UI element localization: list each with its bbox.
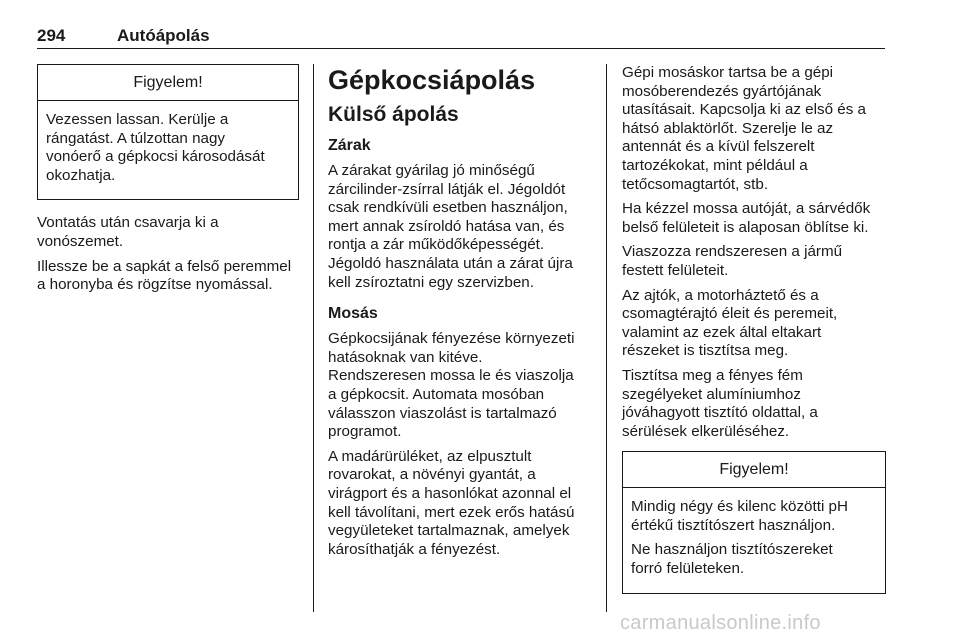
- warning-text: Ne használjon tisztítószereket forró felületeken.: [631, 541, 833, 578]
- paragraph: Az ajtók, a motorháztető és a csomagtérajtó éleit és peremeit, valamint az ezek által eltakart részeket is tisztítsa meg.: [622, 286, 838, 360]
- column-divider-1: [313, 64, 314, 612]
- subsection-heading-wash: Mosás: [328, 305, 378, 323]
- paragraph: Vontatás után csavarja ki a vonószemet.: [37, 214, 219, 250]
- column-right: [622, 64, 886, 594]
- watermark: carmanualsonline.info: [620, 612, 821, 634]
- paragraph: A zárakat gyárilag jó minőségű zárcilinder-zsírral látják el. Jégoldót csak rendkívüli esetben használjon, mert annak zsíroldó hatása van, és rontja a zár működőképességét. Jégoldó használata után a zárat újra kell zsíroztatni egy szervizben.: [328, 162, 573, 291]
- warning-text: Mindig négy és kilenc közötti pH értékű tisztítószert használjon.: [631, 498, 848, 534]
- section-title: Autóápolás: [117, 26, 210, 45]
- paragraph: Tisztítsa meg a fényes fém szegélyeket alumíniumhoz jóváhagyott tisztító oldattal, a sérülések elkerüléséhez.: [622, 366, 818, 440]
- page-header: [37, 22, 885, 49]
- column-middle: [328, 64, 590, 565]
- warning-title: Figyelem!: [38, 65, 298, 101]
- paragraph: Illessze be a sapkát a felső peremmel a horonyba és rögzítse nyomással.: [37, 257, 292, 294]
- paragraph: Viaszozza rendszeresen a jármű festett felületeit.: [622, 243, 843, 279]
- page-number: 294: [37, 26, 66, 45]
- section-heading: Külső ápolás: [328, 103, 459, 126]
- warning-title: Figyelem!: [623, 452, 885, 488]
- paragraph: Gépi mosáskor tartsa be a gépi mosóberendezés gyártójának utasításait. Kapcsolja ki az első és a hátsó ablaktörlőt. Szerelje le az antennát és a kívül felszerelt tartozékokat, mint például a tetőcsomagtartót, stb.: [622, 64, 866, 193]
- paragraph: Ha kézzel mossa autóját, a sárvédők belső felületeit is alaposan öblítse ki.: [622, 200, 871, 236]
- column-left: [37, 64, 299, 301]
- warning-box: [37, 64, 299, 200]
- column-divider-2: [606, 64, 607, 612]
- chapter-heading: Gépkocsiápolás: [328, 65, 536, 95]
- paragraph: A madárürüléket, az elpusztult rovarokat, a növényi gyantát, a virágport és a hasonlókat azonnal el kell távolítani, mert ezek erős hatású vegyületeket tartalmaznak, amelyek károsíthatják a fényezést.: [328, 447, 575, 558]
- subsection-heading-locks: Zárak: [328, 137, 371, 154]
- warning-box: [622, 451, 886, 593]
- paragraph: Gépkocsijának fényezése környezeti hatásoknak van kitéve. Rendszeresen mossa le és viaszolja a gépkocsit. Automata mosóban válasszon viaszolást is tartalmazó programot.: [328, 330, 575, 441]
- warning-text: Vezessen lassan. Kerülje a rángatást. A túlzottan nagy vonóerő a gépkocsi károsodását okozhatja.: [46, 111, 265, 184]
